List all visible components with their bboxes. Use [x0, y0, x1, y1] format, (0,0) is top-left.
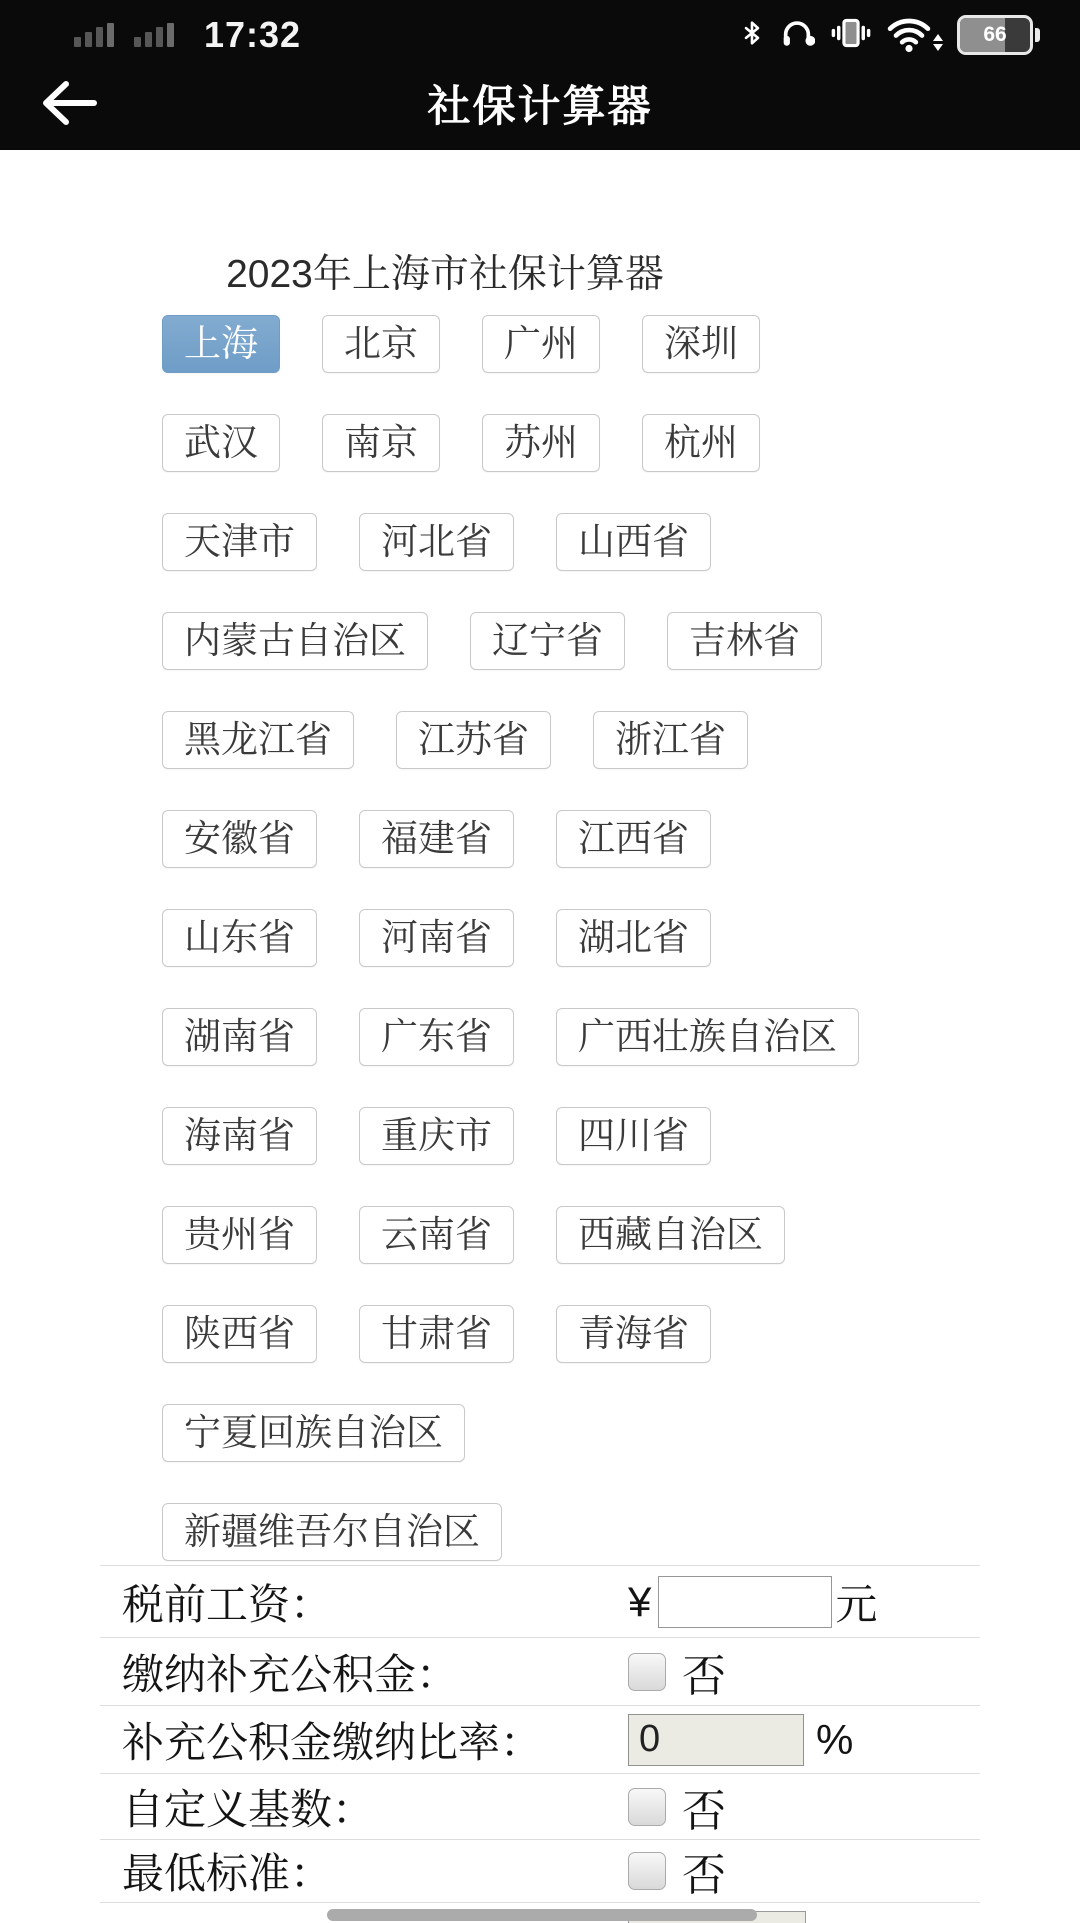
form-control	[628, 1714, 853, 1766]
page-title: 2023年上海市社保计算器	[226, 253, 664, 296]
city-button[interactable]: 江苏省	[396, 711, 551, 769]
app-header	[0, 56, 1080, 150]
city-row	[162, 1503, 859, 1561]
currency-symbol: ¥	[628, 1577, 652, 1625]
city-row	[162, 1404, 859, 1462]
form-label: 补充公积金缴纳比率：	[122, 1718, 543, 1766]
city-button[interactable]: 武汉	[162, 414, 280, 472]
city-button[interactable]: 北京	[322, 315, 440, 373]
wifi-icon	[887, 17, 943, 53]
form-control	[628, 1775, 726, 1839]
city-button[interactable]: 黑龙江省	[162, 711, 354, 769]
form-control	[628, 1640, 726, 1704]
city-row	[162, 315, 859, 373]
city-button[interactable]: 重庆市	[359, 1107, 514, 1165]
form-label: 最低标准：	[122, 1850, 333, 1897]
city-button[interactable]: 吉林省	[667, 612, 822, 670]
city-button[interactable]: 内蒙古自治区	[162, 612, 428, 670]
form-control	[628, 1572, 877, 1632]
checkbox-unchecked[interactable]	[628, 1653, 666, 1691]
vibrate-icon	[829, 14, 873, 57]
form-row	[100, 1705, 980, 1773]
battery-percentage: 66	[983, 23, 1007, 46]
wifi-traffic-arrows	[933, 34, 943, 51]
city-button[interactable]: 湖北省	[556, 909, 711, 967]
city-button[interactable]: 山西省	[556, 513, 711, 571]
city-button[interactable]: 宁夏回族自治区	[162, 1404, 465, 1462]
checkbox-state-label: 否	[682, 1786, 726, 1836]
city-button[interactable]: 贵州省	[162, 1206, 317, 1264]
city-row	[162, 612, 859, 670]
city-button[interactable]: 河南省	[359, 909, 514, 967]
city-row	[162, 1008, 859, 1066]
city-row	[162, 414, 859, 472]
header-title: 社保计算器	[427, 82, 653, 131]
form-label: 缴纳补充公积金：	[122, 1650, 459, 1698]
city-button[interactable]: 山东省	[162, 909, 317, 967]
bluetooth-icon	[739, 16, 765, 55]
city-row	[162, 513, 859, 571]
city-button[interactable]: 青海省	[556, 1305, 711, 1363]
city-button[interactable]: 福建省	[359, 810, 514, 868]
city-button[interactable]: 广西壮族自治区	[556, 1008, 859, 1066]
ratio-input[interactable]	[628, 1714, 804, 1766]
city-button[interactable]: 辽宁省	[470, 612, 625, 670]
city-button[interactable]: 南京	[322, 414, 440, 472]
city-button[interactable]: 广东省	[359, 1008, 514, 1066]
battery-icon	[957, 15, 1040, 55]
salary-input[interactable]	[658, 1576, 832, 1628]
city-row	[162, 810, 859, 868]
form-row	[100, 1565, 980, 1637]
form-label: 自定义基数：	[122, 1785, 375, 1833]
city-button[interactable]: 陕西省	[162, 1305, 317, 1363]
headset-icon	[779, 16, 815, 55]
city-button[interactable]: 四川省	[556, 1107, 711, 1165]
city-button-selected[interactable]: 上海	[162, 315, 280, 373]
city-button[interactable]: 西藏自治区	[556, 1206, 785, 1264]
signal-strength-icon-2	[134, 23, 174, 47]
city-button[interactable]: 云南省	[359, 1206, 514, 1264]
form-control	[628, 1839, 726, 1903]
calc-form	[100, 1565, 980, 1903]
form-row	[100, 1773, 980, 1839]
city-row	[162, 711, 859, 769]
checkbox-unchecked[interactable]	[628, 1788, 666, 1826]
unit-label: 元	[835, 1580, 878, 1628]
city-button[interactable]: 天津市	[162, 513, 317, 571]
city-button[interactable]: 河北省	[359, 513, 514, 571]
city-row	[162, 1107, 859, 1165]
city-button[interactable]: 海南省	[162, 1107, 317, 1165]
city-button[interactable]: 苏州	[482, 414, 600, 472]
status-bar	[0, 0, 1080, 56]
checkbox-unchecked[interactable]	[628, 1852, 666, 1890]
checkbox-state-label: 否	[682, 1851, 726, 1900]
form-row	[100, 1839, 980, 1903]
city-button[interactable]: 甘肃省	[359, 1305, 514, 1363]
percent-label: %	[816, 1715, 854, 1763]
signal-strength-icon-1	[74, 23, 114, 47]
city-row	[162, 909, 859, 967]
city-button[interactable]: 深圳	[642, 315, 760, 373]
city-button[interactable]: 浙江省	[593, 711, 748, 769]
form-label: 税前工资：	[122, 1580, 333, 1628]
city-rows	[162, 315, 859, 1602]
city-button[interactable]: 湖南省	[162, 1008, 317, 1066]
city-row	[162, 1206, 859, 1264]
form-row	[100, 1637, 980, 1705]
status-time: 17:32	[204, 14, 302, 55]
city-button[interactable]: 广州	[482, 315, 600, 373]
city-button[interactable]: 杭州	[642, 414, 760, 472]
city-button[interactable]: 江西省	[556, 810, 711, 868]
checkbox-state-label: 否	[682, 1651, 726, 1701]
city-row	[162, 1305, 859, 1363]
city-button[interactable]: 安徽省	[162, 810, 317, 868]
city-button[interactable]: 新疆维吾尔自治区	[162, 1503, 502, 1561]
horizontal-scrollbar-thumb[interactable]	[327, 1909, 757, 1921]
